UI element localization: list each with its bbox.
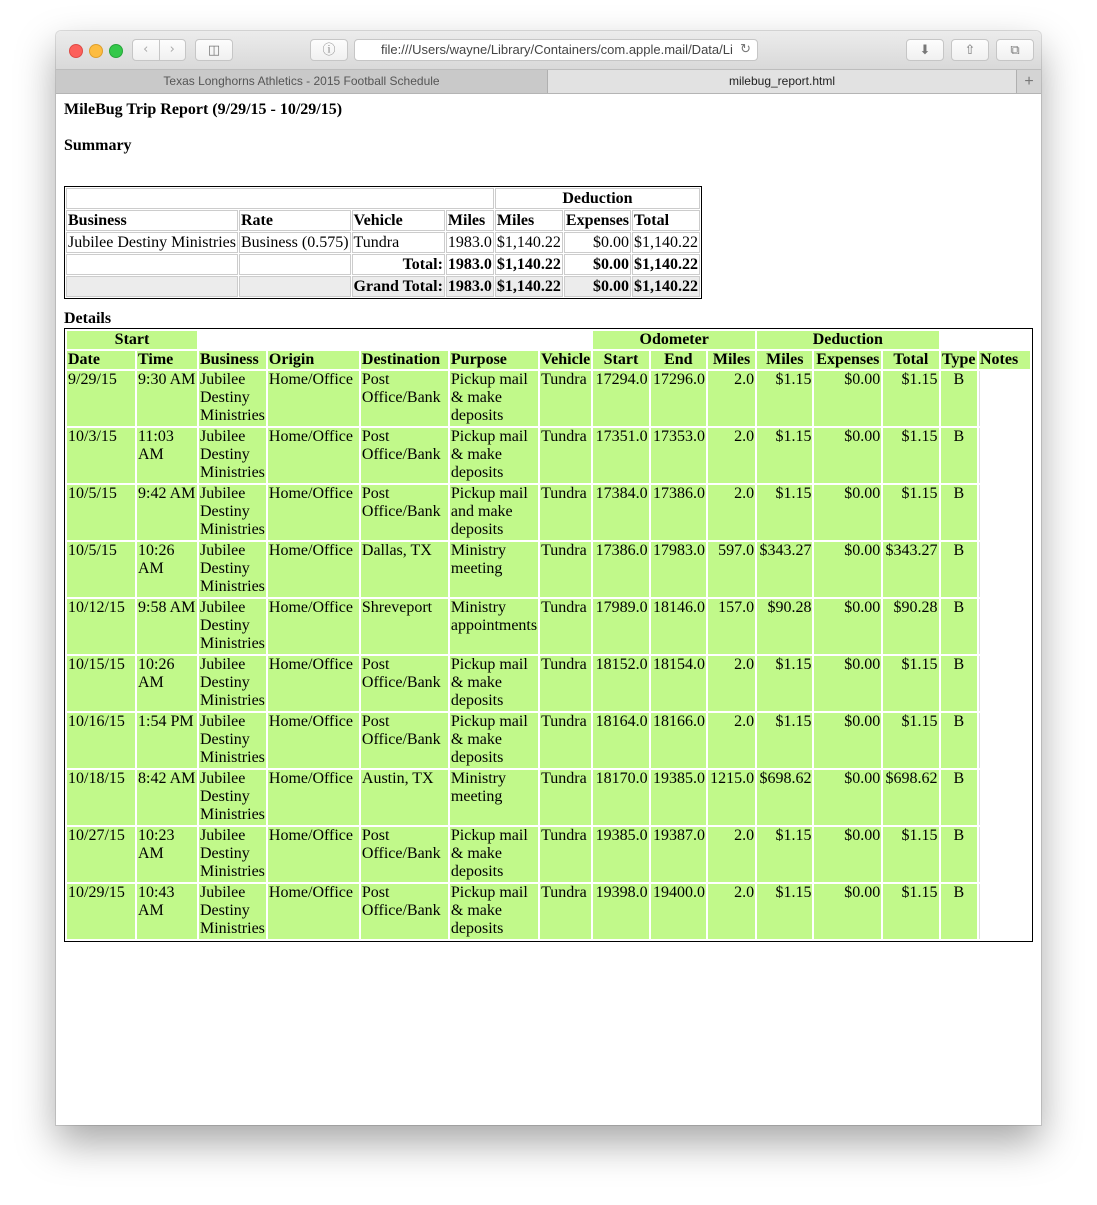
tab-milebug-report[interactable]: milebug_report.html bbox=[548, 70, 1016, 93]
summary-total-empty-1 bbox=[66, 254, 238, 275]
trip-odo-start: 17386.0 bbox=[593, 542, 648, 597]
trip-expenses: $0.00 bbox=[814, 884, 881, 939]
trip-miles: 597.0 bbox=[708, 542, 755, 597]
trip-odo-end: 18154.0 bbox=[651, 656, 706, 711]
trip-destination: Post Office/Bank bbox=[361, 428, 448, 483]
trip-ded-miles: $698.62 bbox=[757, 770, 812, 825]
trip-vehicle: Tundra bbox=[540, 371, 591, 426]
details-heading: Details bbox=[64, 310, 112, 327]
trip-odo-end: 17353.0 bbox=[651, 428, 706, 483]
trip-vehicle: Tundra bbox=[540, 656, 591, 711]
trip-ded-miles: $1.15 bbox=[757, 713, 812, 768]
summary-total-empty-2 bbox=[239, 254, 351, 275]
trip-ded-miles: $1.15 bbox=[757, 656, 812, 711]
trip-row bbox=[67, 713, 1030, 768]
summary-rate: Business (0.575) bbox=[240, 234, 349, 251]
col-total: Total bbox=[883, 351, 938, 369]
trip-miles: 2.0 bbox=[708, 485, 755, 540]
trip-odo-end: 17386.0 bbox=[651, 485, 706, 540]
trip-miles: 2.0 bbox=[708, 713, 755, 768]
trip-vehicle: Tundra bbox=[540, 428, 591, 483]
trip-time: 10:26 AM bbox=[137, 656, 197, 711]
summary-col-miles: Miles bbox=[446, 210, 494, 231]
trip-expenses: $0.00 bbox=[814, 371, 881, 426]
trip-date: 10/29/15 bbox=[67, 884, 135, 939]
trip-ded-miles: $1.15 bbox=[757, 371, 812, 426]
grand-total-empty-1 bbox=[66, 276, 238, 297]
tab-football-schedule[interactable]: Texas Longhorns Athletics - 2015 Football Schedule bbox=[56, 70, 548, 93]
browser-window bbox=[56, 31, 1041, 1125]
trip-business: Jubilee Destiny Ministries bbox=[200, 542, 265, 595]
summary-expenses: $0.00 bbox=[564, 232, 631, 253]
trip-time: 9:42 AM bbox=[137, 485, 197, 540]
trip-odo-start: 18164.0 bbox=[593, 713, 648, 768]
trip-row bbox=[67, 656, 1030, 711]
trip-odo-end: 19400.0 bbox=[651, 884, 706, 939]
trip-total: $1.15 bbox=[883, 884, 938, 939]
trip-date: 10/5/15 bbox=[67, 485, 135, 540]
trip-business: Jubilee Destiny Ministries bbox=[200, 713, 265, 766]
trip-destination: Post Office/Bank bbox=[361, 713, 448, 768]
trip-expenses: $0.00 bbox=[814, 770, 881, 825]
trip-expenses: $0.00 bbox=[814, 827, 881, 882]
summary-col-rate: Rate bbox=[239, 210, 351, 231]
trip-odo-end: 18166.0 bbox=[651, 713, 706, 768]
summary-col-vehicle: Vehicle bbox=[352, 210, 445, 231]
trip-time: 1:54 PM bbox=[137, 713, 197, 768]
trip-row bbox=[67, 599, 1030, 654]
trip-odo-end: 18146.0 bbox=[651, 599, 706, 654]
col-odo-start: Start bbox=[593, 351, 648, 369]
trip-type: B bbox=[941, 770, 977, 825]
trip-total: $1.15 bbox=[883, 713, 938, 768]
trip-odo-start: 19398.0 bbox=[593, 884, 648, 939]
url-text: file:///Users/wayne/Library/Containers/com.apple.mail/Data/Li bbox=[381, 42, 733, 57]
grand-total-empty-2 bbox=[239, 276, 351, 297]
trip-total: $1.15 bbox=[883, 428, 938, 483]
summary-row bbox=[66, 232, 700, 253]
trip-date: 10/12/15 bbox=[67, 599, 135, 654]
sidebar-icon[interactable]: ◫ bbox=[195, 39, 233, 61]
trip-notes bbox=[979, 599, 1030, 654]
summary-spacer bbox=[66, 188, 494, 209]
trip-date: 10/5/15 bbox=[67, 542, 135, 597]
trip-row bbox=[67, 428, 1030, 483]
history-nav bbox=[132, 39, 186, 61]
grand-total-label: Grand Total: bbox=[353, 278, 443, 295]
trip-type: B bbox=[941, 428, 977, 483]
col-notes: Notes bbox=[979, 351, 1030, 369]
trip-destination: Post Office/Bank bbox=[361, 656, 448, 711]
reload-icon[interactable]: ↻ bbox=[740, 42, 751, 57]
trip-business: Jubilee Destiny Ministries bbox=[200, 656, 265, 709]
col-miles: Miles bbox=[708, 351, 755, 369]
trip-purpose: Pickup mail & make deposits bbox=[450, 884, 538, 939]
col-destination: Destination bbox=[361, 351, 448, 369]
trip-purpose: Ministry appointments bbox=[450, 599, 538, 654]
trip-purpose: Pickup mail & make deposits bbox=[450, 428, 538, 483]
trip-miles: 2.0 bbox=[708, 428, 755, 483]
summary-total-ded-miles: $1,140.22 bbox=[496, 256, 561, 273]
trip-odo-start: 17351.0 bbox=[593, 428, 648, 483]
summary-miles: 1983.0 bbox=[447, 234, 492, 251]
trip-expenses: $0.00 bbox=[814, 713, 881, 768]
trip-notes bbox=[979, 827, 1030, 882]
trip-destination: Post Office/Bank bbox=[361, 485, 448, 540]
trip-total: $1.15 bbox=[883, 371, 938, 426]
trip-row bbox=[67, 542, 1030, 597]
details-table bbox=[64, 328, 1033, 942]
trip-vehicle: Tundra bbox=[540, 770, 591, 825]
trip-odo-end: 17296.0 bbox=[651, 371, 706, 426]
trip-date: 10/18/15 bbox=[67, 770, 135, 825]
summary-col-total: Total bbox=[632, 210, 700, 231]
trip-row bbox=[67, 371, 1030, 426]
col-ded-miles: Miles bbox=[757, 351, 812, 369]
trip-expenses: $0.00 bbox=[814, 542, 881, 597]
trip-origin: Home/Office bbox=[268, 542, 359, 597]
grand-total-expenses: $0.00 bbox=[564, 276, 631, 297]
trip-row bbox=[67, 485, 1030, 540]
page-content bbox=[56, 94, 1041, 1125]
trip-type: B bbox=[941, 656, 977, 711]
summary-total-expenses: $0.00 bbox=[564, 254, 631, 275]
trip-odo-start: 17384.0 bbox=[593, 485, 648, 540]
trip-ded-miles: $1.15 bbox=[757, 485, 812, 540]
trip-vehicle: Tundra bbox=[540, 713, 591, 768]
summary-deduction-header: Deduction bbox=[495, 188, 700, 209]
trip-notes bbox=[979, 542, 1030, 597]
share-icon[interactable]: ⇧ bbox=[951, 39, 989, 61]
col-vehicle: Vehicle bbox=[541, 351, 591, 368]
summary-ded-miles: $1,140.22 bbox=[496, 234, 561, 251]
trip-row bbox=[67, 770, 1030, 825]
group-spacer-right bbox=[941, 331, 1030, 349]
trip-expenses: $0.00 bbox=[814, 428, 881, 483]
group-odometer: Odometer bbox=[593, 331, 755, 349]
trip-row bbox=[67, 884, 1030, 939]
group-start: Start bbox=[67, 331, 197, 349]
minimize-window-button[interactable] bbox=[89, 44, 103, 58]
trip-vehicle: Tundra bbox=[540, 599, 591, 654]
trip-destination: Dallas, TX bbox=[361, 542, 448, 597]
summary-total-total: $1,140.22 bbox=[634, 256, 699, 273]
trip-ded-miles: $90.28 bbox=[757, 599, 812, 654]
trip-miles: 157.0 bbox=[708, 599, 755, 654]
trip-vehicle: Tundra bbox=[540, 827, 591, 882]
trip-notes bbox=[979, 770, 1030, 825]
trip-date: 10/16/15 bbox=[67, 713, 135, 768]
grand-total-miles: 1983.0 bbox=[447, 278, 492, 295]
col-expenses: Expenses bbox=[816, 351, 880, 368]
trip-business: Jubilee Destiny Ministries bbox=[200, 770, 265, 823]
trip-vehicle: Tundra bbox=[540, 485, 591, 540]
trip-type: B bbox=[941, 884, 977, 939]
trip-expenses: $0.00 bbox=[814, 485, 881, 540]
trip-origin: Home/Office bbox=[268, 428, 359, 483]
trip-miles: 2.0 bbox=[708, 656, 755, 711]
trip-purpose: Pickup mail & make deposits bbox=[450, 827, 538, 882]
group-deduction: Deduction bbox=[757, 331, 938, 349]
trip-notes bbox=[979, 485, 1030, 540]
trip-business: Jubilee Destiny Ministries bbox=[200, 884, 265, 937]
trip-odo-start: 18152.0 bbox=[593, 656, 648, 711]
summary-col-ded-miles: Miles bbox=[495, 210, 563, 231]
summary-total-label: Total: bbox=[352, 254, 445, 275]
trip-odo-start: 17989.0 bbox=[593, 599, 648, 654]
trip-ded-miles: $1.15 bbox=[757, 827, 812, 882]
trip-destination: Post Office/Bank bbox=[361, 827, 448, 882]
trip-destination: Post Office/Bank bbox=[361, 371, 448, 426]
trip-type: B bbox=[941, 713, 977, 768]
trip-business: Jubilee Destiny Ministries bbox=[200, 827, 265, 880]
grand-total-ded-miles: $1,140.22 bbox=[496, 278, 561, 295]
back-icon[interactable]: ‹ bbox=[133, 40, 160, 60]
trip-destination: Austin, TX bbox=[361, 770, 448, 825]
trip-odo-start: 19385.0 bbox=[593, 827, 648, 882]
close-window-button[interactable] bbox=[69, 44, 83, 58]
trip-time: 9:30 AM bbox=[137, 371, 197, 426]
trip-total: $1.15 bbox=[883, 827, 938, 882]
summary-total: $1,140.22 bbox=[634, 234, 699, 251]
trip-time: 10:43 AM bbox=[137, 884, 197, 939]
trip-type: B bbox=[941, 827, 977, 882]
trip-purpose: Ministry meeting bbox=[450, 770, 538, 825]
col-type: Type bbox=[942, 351, 976, 368]
trip-purpose: Pickup mail and make deposits bbox=[450, 485, 538, 540]
tabs-icon[interactable]: ⧉ bbox=[996, 39, 1034, 61]
trip-odo-end: 19385.0 bbox=[651, 770, 706, 825]
trip-odo-end: 19387.0 bbox=[651, 827, 706, 882]
col-odo-end: End bbox=[651, 351, 706, 369]
trip-time: 11:03 AM bbox=[137, 428, 197, 483]
download-icon[interactable]: ⬇ bbox=[906, 39, 944, 61]
info-icon[interactable]: ⓘ bbox=[310, 39, 348, 61]
trip-row bbox=[67, 827, 1030, 882]
trip-vehicle: Tundra bbox=[540, 542, 591, 597]
trip-miles: 2.0 bbox=[708, 371, 755, 426]
trip-time: 9:58 AM bbox=[137, 599, 197, 654]
trip-miles: 1215.0 bbox=[708, 770, 755, 825]
trip-ded-miles: $1.15 bbox=[757, 884, 812, 939]
trip-business: Jubilee Destiny Ministries bbox=[200, 371, 265, 424]
trip-vehicle: Tundra bbox=[540, 884, 591, 939]
forward-icon[interactable]: › bbox=[169, 42, 175, 57]
trip-purpose: Pickup mail & make deposits bbox=[450, 713, 538, 768]
trip-expenses: $0.00 bbox=[814, 599, 881, 654]
trip-date: 10/27/15 bbox=[67, 827, 135, 882]
tab-bar bbox=[56, 70, 1041, 94]
trip-date: 9/29/15 bbox=[67, 371, 135, 426]
summary-col-expenses: Expenses bbox=[565, 212, 630, 229]
trip-total: $1.15 bbox=[883, 485, 938, 540]
trip-purpose: Pickup mail & make deposits bbox=[450, 656, 538, 711]
trip-destination: Shreveport bbox=[361, 599, 448, 654]
summary-business: Jubilee Destiny Ministries bbox=[68, 234, 236, 251]
summary-heading: Summary bbox=[64, 137, 132, 154]
trip-time: 8:42 AM bbox=[137, 770, 197, 825]
col-time: Time bbox=[137, 351, 197, 369]
trip-odo-start: 18170.0 bbox=[593, 770, 648, 825]
col-origin: Origin bbox=[268, 351, 359, 369]
trip-business: Jubilee Destiny Ministries bbox=[200, 599, 265, 652]
trip-odo-start: 17294.0 bbox=[593, 371, 648, 426]
trip-business: Jubilee Destiny Ministries bbox=[200, 428, 265, 481]
trip-origin: Home/Office bbox=[268, 884, 359, 939]
trip-origin: Home/Office bbox=[268, 599, 359, 654]
summary-total-miles: 1983.0 bbox=[447, 256, 492, 273]
page-title: MileBug Trip Report (9/29/15 - 10/29/15) bbox=[64, 101, 343, 118]
trip-type: B bbox=[941, 371, 977, 426]
trip-origin: Home/Office bbox=[268, 485, 359, 540]
group-spacer bbox=[199, 331, 591, 349]
trip-total: $1.15 bbox=[883, 656, 938, 711]
summary-total-row bbox=[66, 254, 700, 275]
trip-origin: Home/Office bbox=[268, 371, 359, 426]
trip-ded-miles: $1.15 bbox=[757, 428, 812, 483]
trip-destination: Post Office/Bank bbox=[361, 884, 448, 939]
trip-time: 10:23 AM bbox=[137, 827, 197, 882]
trip-notes bbox=[979, 884, 1030, 939]
address-bar[interactable] bbox=[354, 39, 758, 61]
trip-total: $698.62 bbox=[883, 770, 938, 825]
trip-miles: 2.0 bbox=[708, 884, 755, 939]
col-date: Date bbox=[67, 351, 135, 369]
trip-ded-miles: $343.27 bbox=[757, 542, 812, 597]
trip-origin: Home/Office bbox=[268, 827, 359, 882]
trip-origin: Home/Office bbox=[268, 770, 359, 825]
trip-business: Jubilee Destiny Ministries bbox=[200, 485, 265, 538]
col-business: Business bbox=[199, 351, 266, 369]
trip-type: B bbox=[941, 599, 977, 654]
trip-purpose: Pickup mail & make deposits bbox=[450, 371, 538, 426]
trip-notes bbox=[979, 656, 1030, 711]
trip-origin: Home/Office bbox=[268, 656, 359, 711]
trip-type: B bbox=[941, 485, 977, 540]
trip-notes bbox=[979, 371, 1030, 426]
summary-col-business: Business bbox=[66, 210, 238, 231]
trip-total: $90.28 bbox=[883, 599, 938, 654]
trip-date: 10/3/15 bbox=[67, 428, 135, 483]
trip-expenses: $0.00 bbox=[814, 656, 881, 711]
summary-vehicle: Tundra bbox=[352, 232, 445, 253]
trip-notes bbox=[979, 713, 1030, 768]
trip-miles: 2.0 bbox=[708, 827, 755, 882]
trip-date: 10/15/15 bbox=[67, 656, 135, 711]
zoom-window-button[interactable] bbox=[109, 44, 123, 58]
trip-origin: Home/Office bbox=[268, 713, 359, 768]
grand-total-total: $1,140.22 bbox=[634, 278, 699, 295]
browser-toolbar bbox=[56, 31, 1041, 70]
summary-table bbox=[64, 186, 702, 299]
summary-grand-total-row bbox=[66, 276, 700, 297]
trip-purpose: Ministry meeting bbox=[450, 542, 538, 597]
trip-odo-end: 17983.0 bbox=[651, 542, 706, 597]
trip-notes bbox=[979, 428, 1030, 483]
col-purpose: Purpose bbox=[450, 351, 538, 369]
new-tab-icon[interactable]: + bbox=[1016, 70, 1041, 93]
trip-time: 10:26 AM bbox=[137, 542, 197, 597]
trip-total: $343.27 bbox=[883, 542, 938, 597]
trip-type: B bbox=[941, 542, 977, 597]
